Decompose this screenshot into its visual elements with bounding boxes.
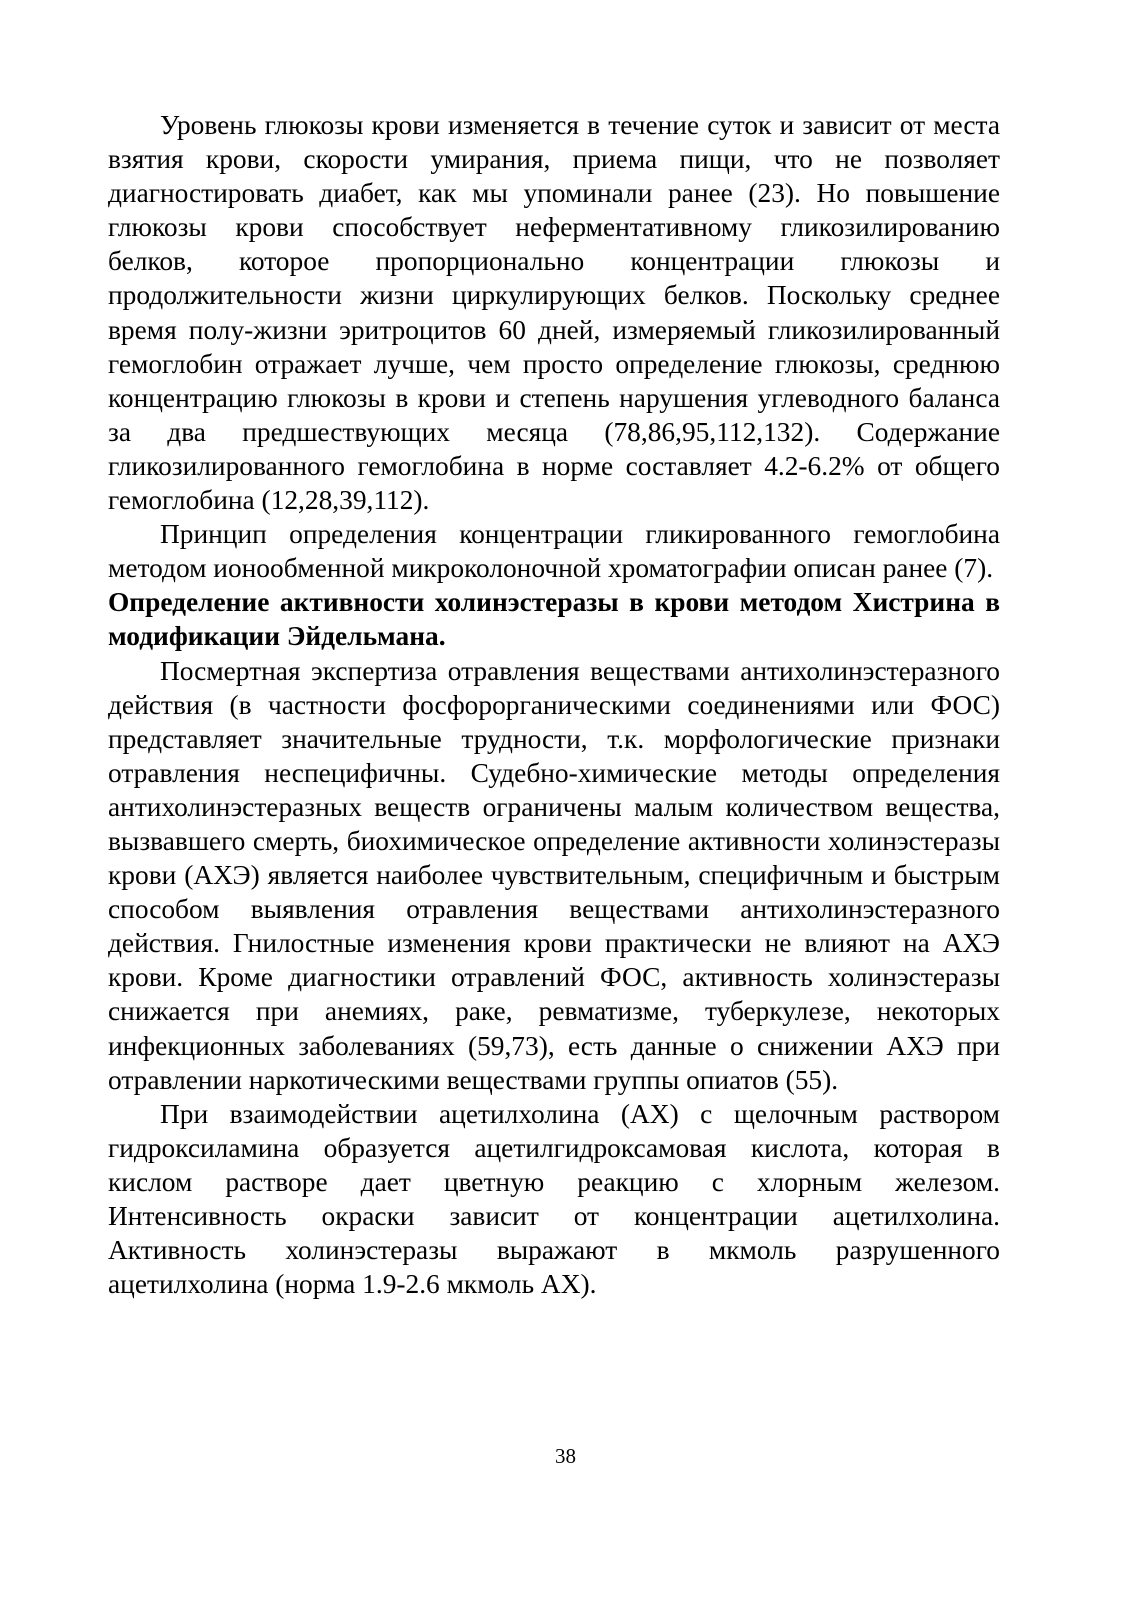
page-body bbox=[108, 108, 1000, 1301]
page-number: 38 bbox=[555, 1444, 576, 1468]
paragraph-glycated-hemoglobin-method: Принцип определения концентрации гликированного гемоглобина методом ионообменной микроколоночной хроматографии описан ранее (7). bbox=[108, 519, 1000, 584]
section-heading: Определение активности холинэстеразы в крови методом Хистрина в модификации Эйдельмана. bbox=[108, 587, 1000, 652]
paragraph-postmortem-expertise: Посмертная экспертиза отравления веществами антихолинэстеразного действия (в частности фосфорорганическими соединениями или ФОС) представляет значительные трудности, т.к. морфологические признаки отравления неспецифичны. Судебно-химические методы определения антихолинэстеразных веществ ограничены малым количеством вещества, вызвавшего смерть, биохимическое определение активности холинэстеразы крови (АХЭ) является наиболее чувствительным, специфичным и быстрым способом выявления отравления веществами антихолинэстеразного действия. Гнилостные изменения крови практически не влияют на АХЭ крови. Кроме диагностики отравлений ФОС, активность холинэстеразы снижается при анемиях, раке, ревматизме, туберкулезе, некоторых инфекционных заболеваниях (59,73), есть данные о снижении АХЭ при отравлении наркотическими веществами группы опиатов (55). bbox=[108, 655, 1000, 1095]
paragraph-glucose: Уровень глюкозы крови изменяется в течение суток и зависит от места взятия крови, скорости умирания, приема пищи, что не позволяет диагностировать диабет, как мы упоминали ранее (23). Но повышение глюкозы крови способствует неферментативному гликозилированию белков, которое пропорционально концентрации глюкозы и продолжительности жизни циркулирующих белков. Поскольку среднее время полу-жизни эритроцитов 60 дней, измеряемый гликозилированный гемоглобин отражает лучше, чем просто определение глюкозы, среднюю концентрацию глюкозы в крови и степень нарушения углеводного баланса за два предшествующих месяца (78,86,95,112,132). Содержание гликозилированного гемоглобина в норме составляет 4.2-6.2% от общего гемоглобина (12,28,39,112). bbox=[108, 110, 1000, 516]
paragraph-acetylcholine-reaction: При взаимодействии ацетилхолина (АХ) с щелочным раствором гидроксиламина образуется ацетилгидроксамовая кислота, которая в кислом растворе дает цветную реакцию с хлорным железом. Интенсивность окраски зависит от концентрации ацетилхолина. Активность холинэстеразы выражают в мкмоль разрушенного ацетилхолина (норма 1.9-2.6 мкмоль АХ). bbox=[108, 1098, 1000, 1300]
